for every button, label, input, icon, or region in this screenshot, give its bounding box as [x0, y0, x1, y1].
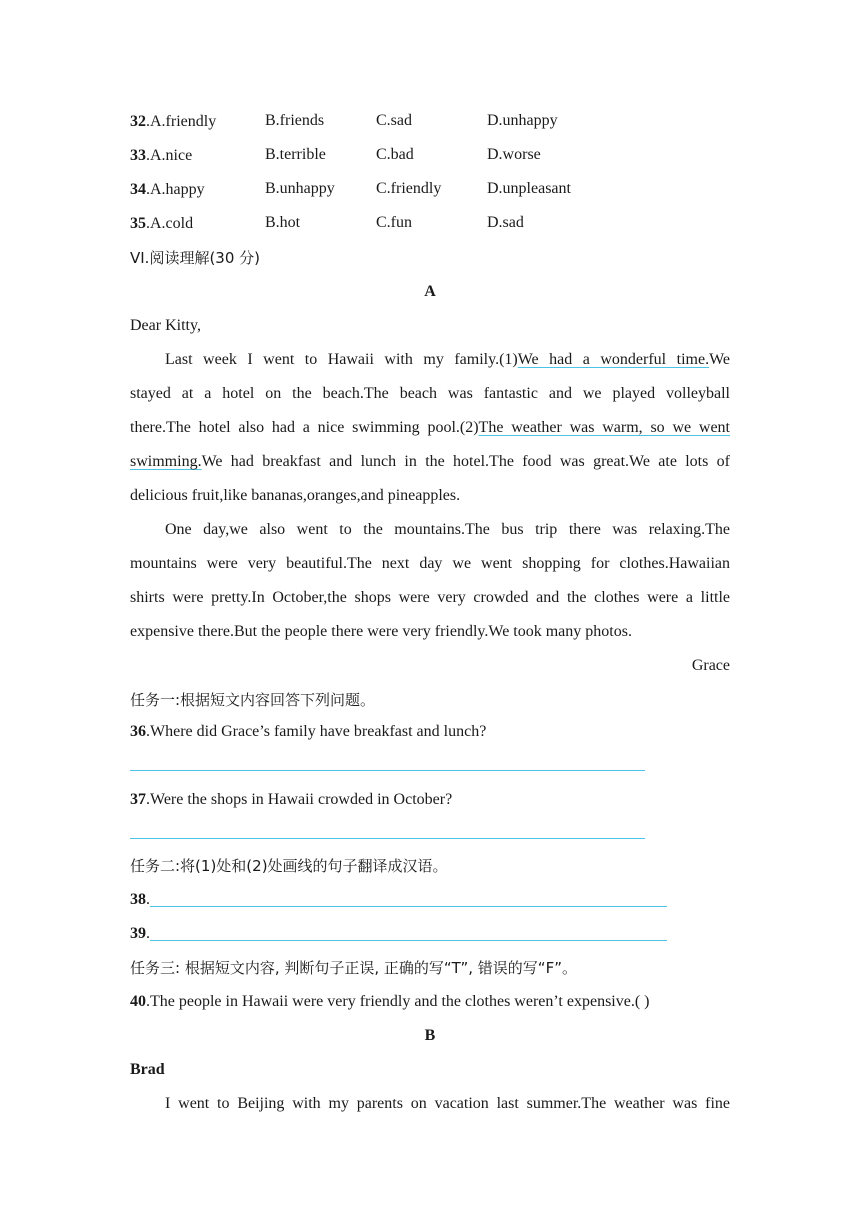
- question-text: .: [146, 925, 150, 942]
- option-d: D.worse: [487, 146, 541, 163]
- question-number: 32: [130, 113, 146, 130]
- question-number: 35: [130, 215, 146, 232]
- text: there.The hotel also had a nice swimming pool.(2): [130, 419, 479, 436]
- question-text: .The people in Hawaii were very friendly and the clothes weren’t expensive.( ): [146, 993, 650, 1010]
- option-c: C.bad: [376, 146, 414, 163]
- text: Last week I went to Hawaii with my family.(1): [165, 351, 518, 368]
- question-number: 39: [130, 925, 146, 942]
- option-a: .A.friendly: [146, 113, 217, 130]
- option-b: B.terrible: [265, 146, 326, 163]
- option-b: B.hot: [265, 214, 301, 231]
- option-c: C.sad: [376, 112, 412, 129]
- question-32-options: [130, 112, 216, 132]
- option-a: .A.cold: [146, 215, 194, 232]
- passage-a-line: [130, 418, 730, 438]
- passage-a-heading: A: [424, 283, 436, 300]
- section-title: VI.阅读理解(30 分): [130, 249, 261, 267]
- option-c: C.fun: [376, 214, 412, 231]
- passage-a-line: stayed at a hotel on the beach.The beach was fantastic and we played volleyball: [130, 385, 730, 402]
- question-40: [130, 992, 650, 1012]
- question-35-options: [130, 214, 193, 234]
- question-33-options: [130, 146, 192, 166]
- question-38: [130, 890, 150, 910]
- passage-b-heading: B: [424, 1027, 436, 1044]
- option-d: D.unpleasant: [487, 180, 571, 197]
- task-1-instruction: 任务一:根据短文内容回答下列问题。: [130, 691, 376, 709]
- text: We had breakfast and lunch in the hotel.The food was great.We ate lots of: [201, 453, 730, 470]
- option-b: B.friends: [265, 112, 325, 129]
- option-c: C.friendly: [376, 180, 442, 197]
- passage-a-line: mountains were very beautiful.The next day we went shopping for clothes.Hawaiian: [130, 555, 730, 572]
- question-39: [130, 924, 150, 944]
- answer-line-36[interactable]: [130, 770, 645, 771]
- question-number: 37: [130, 791, 146, 808]
- question-number: 33: [130, 147, 146, 164]
- task-2-instruction: 任务二:将(1)处和(2)处画线的句子翻译成汉语。: [130, 857, 448, 875]
- passage-a-line: One day,we also went to the mountains.The bus trip there was relaxing.The: [165, 521, 730, 538]
- passage-a-line: delicious fruit,like bananas,oranges,and pineapples.: [130, 487, 461, 504]
- question-text: .Where did Grace’s family have breakfast and lunch?: [146, 723, 487, 740]
- option-d: D.unhappy: [487, 112, 558, 129]
- question-37: [130, 790, 452, 810]
- question-34-options: [130, 180, 205, 200]
- question-number: 34: [130, 181, 146, 198]
- answer-line-37[interactable]: [130, 838, 645, 839]
- passage-a-line: shirts were pretty.In October,the shops were very crowded and the clothes were a little: [130, 589, 730, 606]
- letter-greeting: Dear Kitty,: [130, 317, 201, 334]
- question-text: .Were the shops in Hawaii crowded in October?: [146, 791, 453, 808]
- answer-line-38[interactable]: [150, 906, 667, 907]
- passage-a-line: [165, 350, 730, 370]
- option-a: .A.happy: [146, 181, 205, 198]
- task-3-instruction: 任务三: 根据短文内容, 判断句子正误, 正确的写“T”, 错误的写“F”。: [130, 959, 577, 977]
- question-number: 36: [130, 723, 146, 740]
- passage-b-name: Brad: [130, 1061, 165, 1078]
- question-text: .: [146, 891, 150, 908]
- letter-signature: Grace: [691, 657, 730, 674]
- underlined-sentence-1: We had a wonderful time.: [517, 351, 710, 368]
- passage-a-line: expensive there.But the people there were very friendly.We took many photos.: [130, 623, 632, 640]
- option-b: B.unhappy: [265, 180, 335, 197]
- question-36: [130, 722, 486, 742]
- underlined-sentence-2-end: swimming.: [130, 453, 202, 470]
- underlined-sentence-2: The weather was warm, so we went: [478, 419, 730, 436]
- passage-a-line: [130, 452, 730, 472]
- option-d: D.sad: [487, 214, 524, 231]
- text: We: [709, 351, 730, 368]
- question-number: 38: [130, 891, 146, 908]
- answer-line-39[interactable]: [150, 940, 667, 941]
- option-a: .A.nice: [146, 147, 193, 164]
- passage-b-line: I went to Beijing with my parents on vacation last summer.The weather was fine: [165, 1095, 730, 1112]
- question-number: 40: [130, 993, 146, 1010]
